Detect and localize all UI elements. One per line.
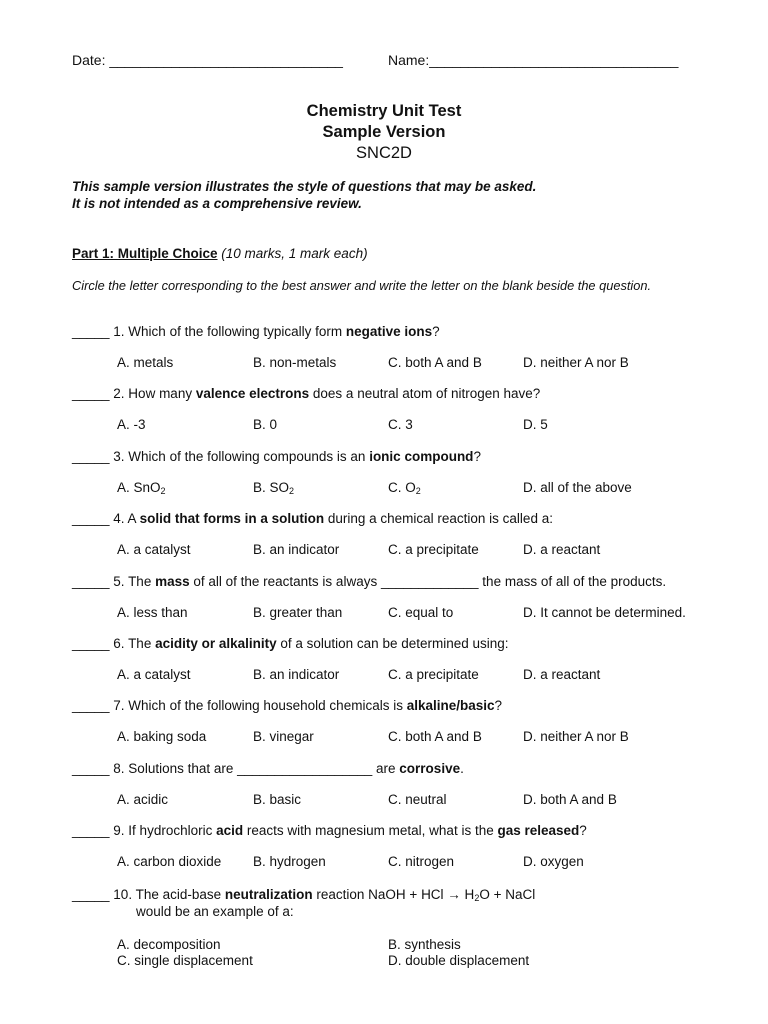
answer-blank: _____: [72, 574, 110, 589]
option-a: [117, 542, 191, 557]
option-c: [388, 792, 447, 807]
question-text-end: .: [460, 761, 464, 776]
option-text: C. equal to: [388, 605, 454, 620]
question-text: 3. Which of the following compounds is an: [109, 449, 370, 464]
option-text: C. both A and B: [388, 729, 482, 744]
question-10: [72, 887, 535, 902]
question-keyword: alkaline/basic: [406, 698, 495, 713]
answer-blank: _____: [72, 887, 110, 902]
answer-blank: _____: [72, 324, 110, 339]
option-text: D. It cannot be determined.: [523, 605, 686, 620]
question-text: 2. How many: [109, 386, 196, 401]
option-a: [117, 605, 188, 620]
question-keyword-2: gas released: [497, 823, 580, 838]
option-text: B. basic: [253, 792, 302, 807]
question-keyword: acidity or alkalinity: [155, 636, 277, 651]
question-4: [72, 511, 553, 526]
question-keyword: negative ions: [345, 324, 433, 339]
question-text-end: of a solution can be determined using:: [276, 636, 509, 651]
question-text: 8. Solutions that are __________________ are: [109, 761, 400, 776]
option-b: [253, 542, 339, 557]
question-text-end: does a neutral atom of nitrogen have?: [309, 386, 541, 401]
option-d: [523, 729, 629, 744]
question-text: 9. If hydrochloric: [109, 823, 217, 838]
option-text: D. all of the above: [523, 480, 632, 495]
question-text: 1. Which of the following typically form: [109, 324, 346, 339]
option-text: B. an indicator: [253, 667, 340, 682]
option-b: [253, 480, 294, 495]
question-2: [72, 386, 540, 401]
intro-line-2: It is not intended as a comprehensive review.: [72, 196, 362, 211]
option-a: [117, 792, 168, 807]
option-text: C. 3: [388, 417, 413, 432]
option-text: D. both A and B: [523, 792, 617, 807]
option-text: A. SnO: [117, 480, 161, 495]
option-d: [523, 480, 632, 495]
option-text: D. neither A nor B: [523, 729, 629, 744]
option-text: A. a catalyst: [117, 542, 191, 557]
answer-blank: _____: [72, 698, 110, 713]
option-text: C. a precipitate: [388, 542, 479, 557]
equation-part-b: O + NaCl: [479, 887, 536, 902]
question-keyword: solid that forms in a solution: [139, 511, 325, 526]
option-b: [253, 854, 326, 869]
part-1-instruction: Circle the letter corresponding to the best answer and write the letter on the blank beside the question.: [72, 278, 652, 293]
question-keyword: ionic compound: [369, 449, 474, 464]
answer-blank: _____: [72, 449, 110, 464]
part-1-marks: (10 marks, 1 mark each): [217, 246, 368, 261]
question-text-end-2: ?: [579, 823, 587, 838]
option-b: [253, 355, 336, 370]
equation-subscript: 2: [474, 893, 480, 903]
option-subscript: 2: [289, 486, 295, 496]
question-text: 6. The: [109, 636, 156, 651]
option-subscript: 2: [415, 486, 421, 496]
question-1: [72, 324, 440, 339]
question-10-line-2: would be an example of a:: [136, 904, 294, 919]
option-text: A. less than: [117, 605, 188, 620]
question-6: [72, 636, 509, 651]
option-text: B. SO: [253, 480, 290, 495]
option-b: [253, 667, 339, 682]
option-text: B. an indicator: [253, 542, 340, 557]
option-d: [523, 605, 686, 620]
question-text-end: ?: [494, 698, 503, 713]
question-8: [72, 761, 464, 776]
option-text: B. non-metals: [253, 355, 337, 370]
option-b: B. synthesis: [388, 937, 461, 952]
answer-blank: _____: [72, 636, 110, 651]
option-c: [388, 355, 482, 370]
question-keyword: valence electrons: [195, 386, 310, 401]
question-9: [72, 823, 587, 838]
question-text: 10. The acid-base: [109, 887, 225, 902]
option-text: A. a catalyst: [117, 667, 191, 682]
option-d: [523, 542, 600, 557]
option-a: A. decomposition: [117, 937, 221, 952]
option-text: D. a reactant: [523, 542, 601, 557]
option-a: [117, 355, 173, 370]
question-text-end: reacts with magnesium metal, what is the: [243, 823, 498, 838]
option-c: [388, 542, 479, 557]
option-b: [253, 605, 342, 620]
part-1-heading: [72, 246, 368, 261]
option-d: D. double displacement: [388, 953, 530, 968]
question-keyword: neutralization: [224, 887, 313, 902]
option-text: A. acidic: [117, 792, 169, 807]
question-text-end: during a chemical reaction is called a:: [324, 511, 553, 526]
name-field-label: Name:________________________________: [388, 52, 679, 68]
option-text: A. baking soda: [117, 729, 207, 744]
option-text: B. vinegar: [253, 729, 314, 744]
option-a: [117, 480, 166, 495]
option-text: C. both A and B: [388, 355, 482, 370]
intro-line-1: This sample version illustrates the style of questions that may be asked.: [72, 179, 537, 194]
option-text: D. a reactant: [523, 667, 601, 682]
option-b: [253, 792, 301, 807]
option-text: B. 0: [253, 417, 278, 432]
option-text: D. 5: [523, 417, 548, 432]
option-text: C. O: [388, 480, 416, 495]
option-text: C. a precipitate: [388, 667, 479, 682]
option-text: A. -3: [117, 417, 146, 432]
test-title: Chemistry Unit Test: [306, 102, 462, 120]
question-keyword: mass: [155, 574, 190, 589]
option-text: A. metals: [117, 355, 174, 370]
answer-blank: _____: [72, 386, 110, 401]
question-3: [72, 449, 481, 464]
course-code: SNC2D: [356, 144, 412, 162]
option-d: [523, 417, 548, 432]
option-c: [388, 417, 413, 432]
question-text-end: ?: [432, 324, 440, 339]
option-c: [388, 729, 482, 744]
option-text: B. greater than: [253, 605, 343, 620]
answer-blank: _____: [72, 511, 110, 526]
option-subscript: 2: [160, 486, 166, 496]
question-keyword: acid: [216, 823, 244, 838]
question-text-end: ?: [473, 449, 481, 464]
option-text: D. neither A nor B: [523, 355, 629, 370]
question-text: 5. The: [109, 574, 156, 589]
question-keyword: corrosive: [399, 761, 461, 776]
question-5: [72, 574, 666, 589]
answer-blank: _____: [72, 761, 110, 776]
equation-part-a: reaction NaOH + HCl → H: [312, 887, 475, 902]
option-a: [117, 667, 191, 682]
option-b: [253, 417, 277, 432]
option-c: [388, 605, 453, 620]
option-d: [523, 854, 584, 869]
option-d: [523, 355, 629, 370]
option-d: [523, 667, 600, 682]
part-1-title: Part 1: Multiple Choice: [72, 246, 218, 261]
question-7: [72, 698, 502, 713]
option-text: C. neutral: [388, 792, 447, 807]
option-c: [388, 854, 454, 869]
test-version: Sample Version: [322, 123, 446, 141]
option-c: [388, 480, 421, 495]
option-a: [117, 417, 146, 432]
option-text: D. oxygen: [523, 854, 584, 869]
question-text: 4. A: [109, 511, 140, 526]
option-a: [117, 729, 206, 744]
option-a: [117, 854, 221, 869]
answer-blank: _____: [72, 823, 110, 838]
option-text: B. hydrogen: [253, 854, 326, 869]
option-d: [523, 792, 617, 807]
option-text: A. carbon dioxide: [117, 854, 222, 869]
option-c: [388, 667, 479, 682]
option-c: C. single displacement: [117, 953, 253, 968]
date-field-label: Date: ______________________________: [72, 52, 343, 68]
question-text: 7. Which of the following household chemicals is: [109, 698, 407, 713]
option-text: C. nitrogen: [388, 854, 455, 869]
option-b: [253, 729, 314, 744]
question-text-end: of all of the reactants is always _____________ the mass of all of the products.: [189, 574, 667, 589]
